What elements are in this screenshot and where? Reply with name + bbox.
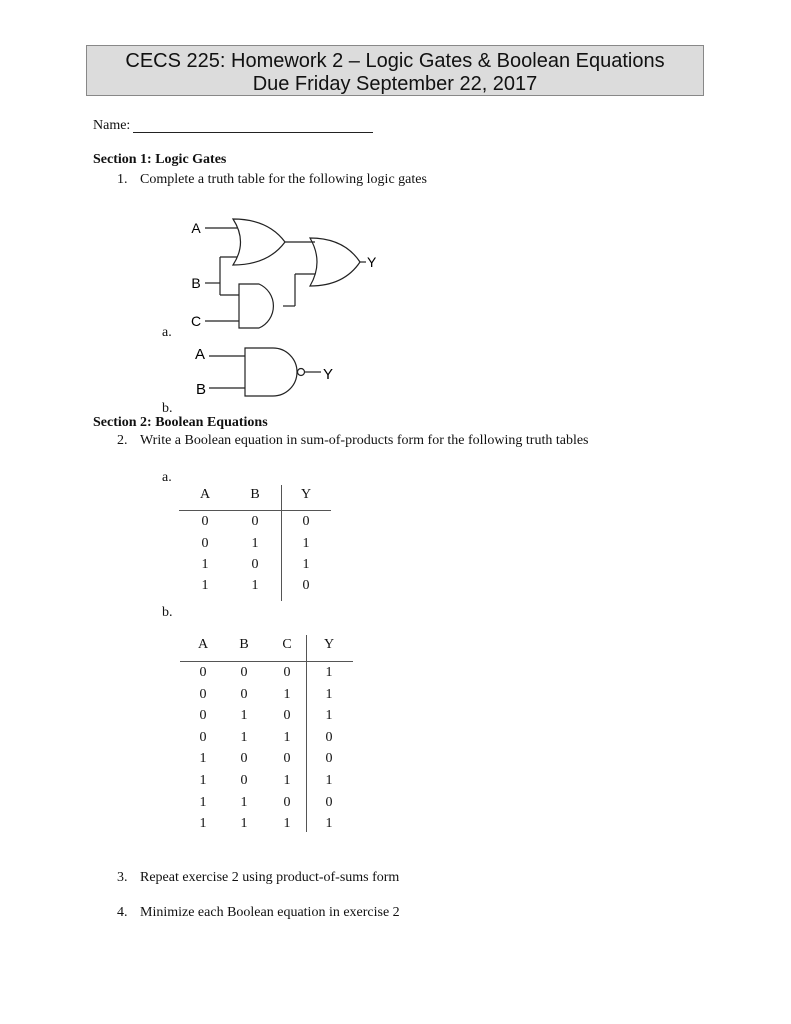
table-b-cell: 0 — [240, 665, 248, 680]
circuit-a-input-c: C — [190, 313, 202, 329]
table-b-cell: 1 — [283, 816, 291, 831]
q1-number: 1. — [117, 172, 128, 187]
table-a-cell: 1 — [302, 557, 310, 572]
q2-text: Write a Boolean equation in sum-of-products form for the following truth tables — [140, 433, 589, 448]
table-b-cell: 1 — [240, 795, 248, 810]
table-b-cell: 0 — [283, 795, 291, 810]
table-a-cell: 1 — [201, 557, 209, 572]
table-b-cell: 1 — [325, 816, 333, 831]
q4-text: Minimize each Boolean equation in exercise 2 — [140, 905, 400, 920]
table-b-cell: 0 — [199, 687, 207, 702]
table-a-header: Y — [300, 487, 312, 502]
table-b-cell: 1 — [283, 730, 291, 745]
page-title: CECS 225: Homework 2 – Logic Gates & Boolean Equations — [125, 50, 665, 72]
circuit-b-input-a: A — [194, 346, 206, 363]
table-a-cell: 0 — [251, 514, 259, 529]
q3-number: 3. — [117, 870, 128, 885]
name-blank-line — [133, 132, 373, 133]
table-b-cell: 1 — [199, 773, 207, 788]
table-b-cell: 0 — [283, 708, 291, 723]
circuit-b-output-y: Y — [323, 366, 334, 383]
circuit-a-output-y: Y — [367, 254, 377, 270]
table-b-cell: 1 — [199, 795, 207, 810]
table-b-cell: 0 — [325, 730, 333, 745]
q2-number: 2. — [117, 433, 128, 448]
table-b-header: Y — [323, 637, 335, 652]
circuit-a-label: a. — [162, 325, 172, 340]
table-b-header: A — [197, 637, 209, 652]
table-b-header-rule — [180, 661, 353, 662]
table-b-cell: 0 — [199, 730, 207, 745]
table-a-label: a. — [162, 470, 172, 485]
circuit-a-input-a: A — [191, 220, 201, 236]
table-a-header: B — [250, 487, 260, 502]
table-a-cell: 1 — [302, 536, 310, 551]
table-b-cell: 1 — [240, 816, 248, 831]
table-a-cell: 0 — [302, 514, 310, 529]
title-box — [86, 45, 704, 96]
table-b-header: C — [282, 637, 292, 652]
table-b-cell: 1 — [283, 687, 291, 702]
table-a-cell: 0 — [302, 578, 310, 593]
circuit-b-diagram — [185, 340, 345, 400]
table-b-label: b. — [162, 605, 173, 620]
table-b-cell: 0 — [199, 665, 207, 680]
table-a-cell: 1 — [251, 536, 259, 551]
table-a-cell: 1 — [201, 578, 209, 593]
table-b-cell: 1 — [325, 708, 333, 723]
table-a-cell: 1 — [251, 578, 259, 593]
table-b-cell: 1 — [325, 773, 333, 788]
table-b-cell: 0 — [283, 665, 291, 680]
circuit-b-label: b. — [162, 401, 173, 416]
table-a-cell: 0 — [201, 536, 209, 551]
due-date: Due Friday September 22, 2017 — [252, 73, 538, 95]
section1-heading: Section 1: Logic Gates — [93, 152, 227, 167]
q4-number: 4. — [117, 905, 128, 920]
q3-text: Repeat exercise 2 using product-of-sums form — [140, 870, 400, 885]
table-a-cell: 0 — [201, 514, 209, 529]
table-b-cell: 1 — [240, 708, 248, 723]
table-a-cell: 0 — [251, 557, 259, 572]
table-b-cell: 0 — [325, 795, 333, 810]
table-b-header: B — [239, 637, 249, 652]
table-b-cell: 1 — [283, 773, 291, 788]
table-a-header-rule — [179, 510, 331, 511]
table-b-cell: 0 — [240, 773, 248, 788]
circuit-a-input-b: B — [191, 275, 201, 291]
name-label: Name: — [93, 118, 131, 133]
q1-text: Complete a truth table for the following logic gates — [140, 172, 427, 187]
table-b-cell: 0 — [283, 751, 291, 766]
table-a-header: A — [199, 487, 211, 502]
section2-heading: Section 2: Boolean Equations — [93, 415, 268, 430]
table-b-cell: 1 — [240, 730, 248, 745]
table-b-cell: 1 — [325, 665, 333, 680]
circuit-a-diagram — [150, 205, 400, 340]
table-a-output-divider — [281, 485, 282, 601]
table-b-cell: 0 — [325, 751, 333, 766]
table-b-cell: 1 — [325, 687, 333, 702]
table-b-cell: 0 — [199, 708, 207, 723]
table-b-cell: 0 — [240, 687, 248, 702]
table-b-cell: 1 — [199, 751, 207, 766]
table-b-cell: 1 — [199, 816, 207, 831]
table-b-output-divider — [306, 635, 307, 832]
circuit-b-input-b: B — [195, 381, 207, 398]
table-b-cell: 0 — [240, 751, 248, 766]
